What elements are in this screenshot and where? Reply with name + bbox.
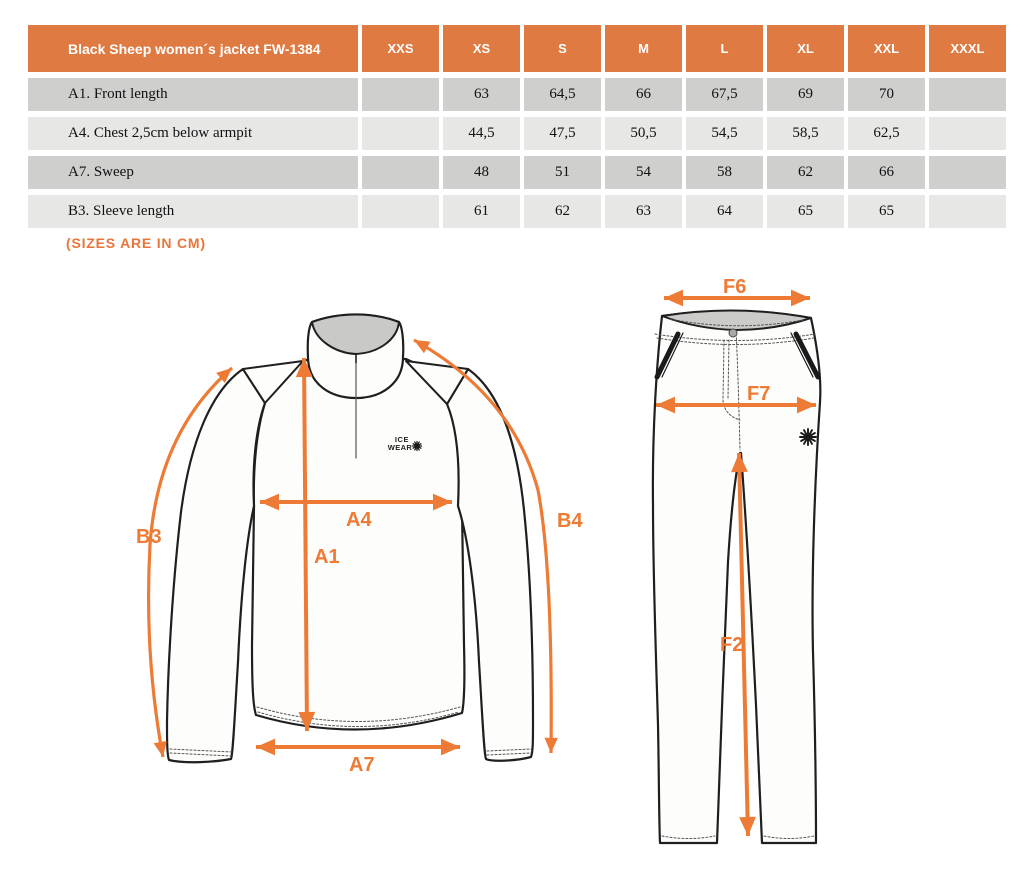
waist-button [729,329,737,337]
label-f6: F6 [723,276,747,298]
units-note: (SIZES ARE IN CM) [66,235,206,251]
row-label: A4. Chest 2,5cm below armpit [28,117,358,150]
size-header-s: S [524,25,601,72]
cell [929,195,1006,228]
cell: 62 [767,156,844,189]
pants-outline [653,311,820,843]
cell [362,117,439,150]
table-row [28,78,1006,111]
size-header-xs: XS [443,25,520,72]
row-label: B3. Sleeve length [28,195,358,228]
cell: 54,5 [686,117,763,150]
cell: 62,5 [848,117,925,150]
table-row [28,117,1006,150]
cell: 63 [605,195,682,228]
cell: 62 [524,195,601,228]
size-header-xxl: XXL [848,25,925,72]
label-a4: A4 [346,509,372,531]
logo-text-line1: ICE [394,435,410,444]
jacket-body [252,359,464,730]
cell: 61 [443,195,520,228]
label-f2: F2 [720,634,744,656]
cell: 58 [686,156,763,189]
cell: 69 [767,78,844,111]
cell: 50,5 [605,117,682,150]
row-label: A7. Sweep [28,156,358,189]
label-a1: A1 [314,546,340,568]
label-f7: F7 [747,383,771,405]
size-header-l: L [686,25,763,72]
table-title: Black Sheep women´s jacket FW-1384 [28,25,358,72]
jacket-drawing [167,315,533,763]
cell [929,156,1006,189]
size-header-xxs: XXS [362,25,439,72]
row-label: A1. Front length [28,78,358,111]
cell: 67,5 [686,78,763,111]
cell: 64,5 [524,78,601,111]
cell [929,117,1006,150]
cell: 48 [443,156,520,189]
cell [929,78,1006,111]
cell: 65 [767,195,844,228]
cell: 54 [605,156,682,189]
cell [362,195,439,228]
label-b4: B4 [557,510,583,532]
size-header-m: M [605,25,682,72]
cell: 51 [524,156,601,189]
cell [362,78,439,111]
size-table [24,19,1010,234]
cell: 65 [848,195,925,228]
cell: 70 [848,78,925,111]
cell: 63 [443,78,520,111]
table-row [28,156,1006,189]
cell: 44,5 [443,117,520,150]
cell: 66 [848,156,925,189]
table-header-row [28,25,1006,72]
cell: 64 [686,195,763,228]
table-row [28,195,1006,228]
label-a7: A7 [349,754,375,776]
cell: 58,5 [767,117,844,150]
pants-drawing [653,310,820,843]
garment-diagram [0,258,1027,888]
size-header-xxxl: XXXL [929,25,1006,72]
cell: 66 [605,78,682,111]
cell: 47,5 [524,117,601,150]
cell [362,156,439,189]
logo-text-line2: WEAR [387,443,413,452]
label-b3: B3 [136,526,162,548]
size-header-xl: XL [767,25,844,72]
